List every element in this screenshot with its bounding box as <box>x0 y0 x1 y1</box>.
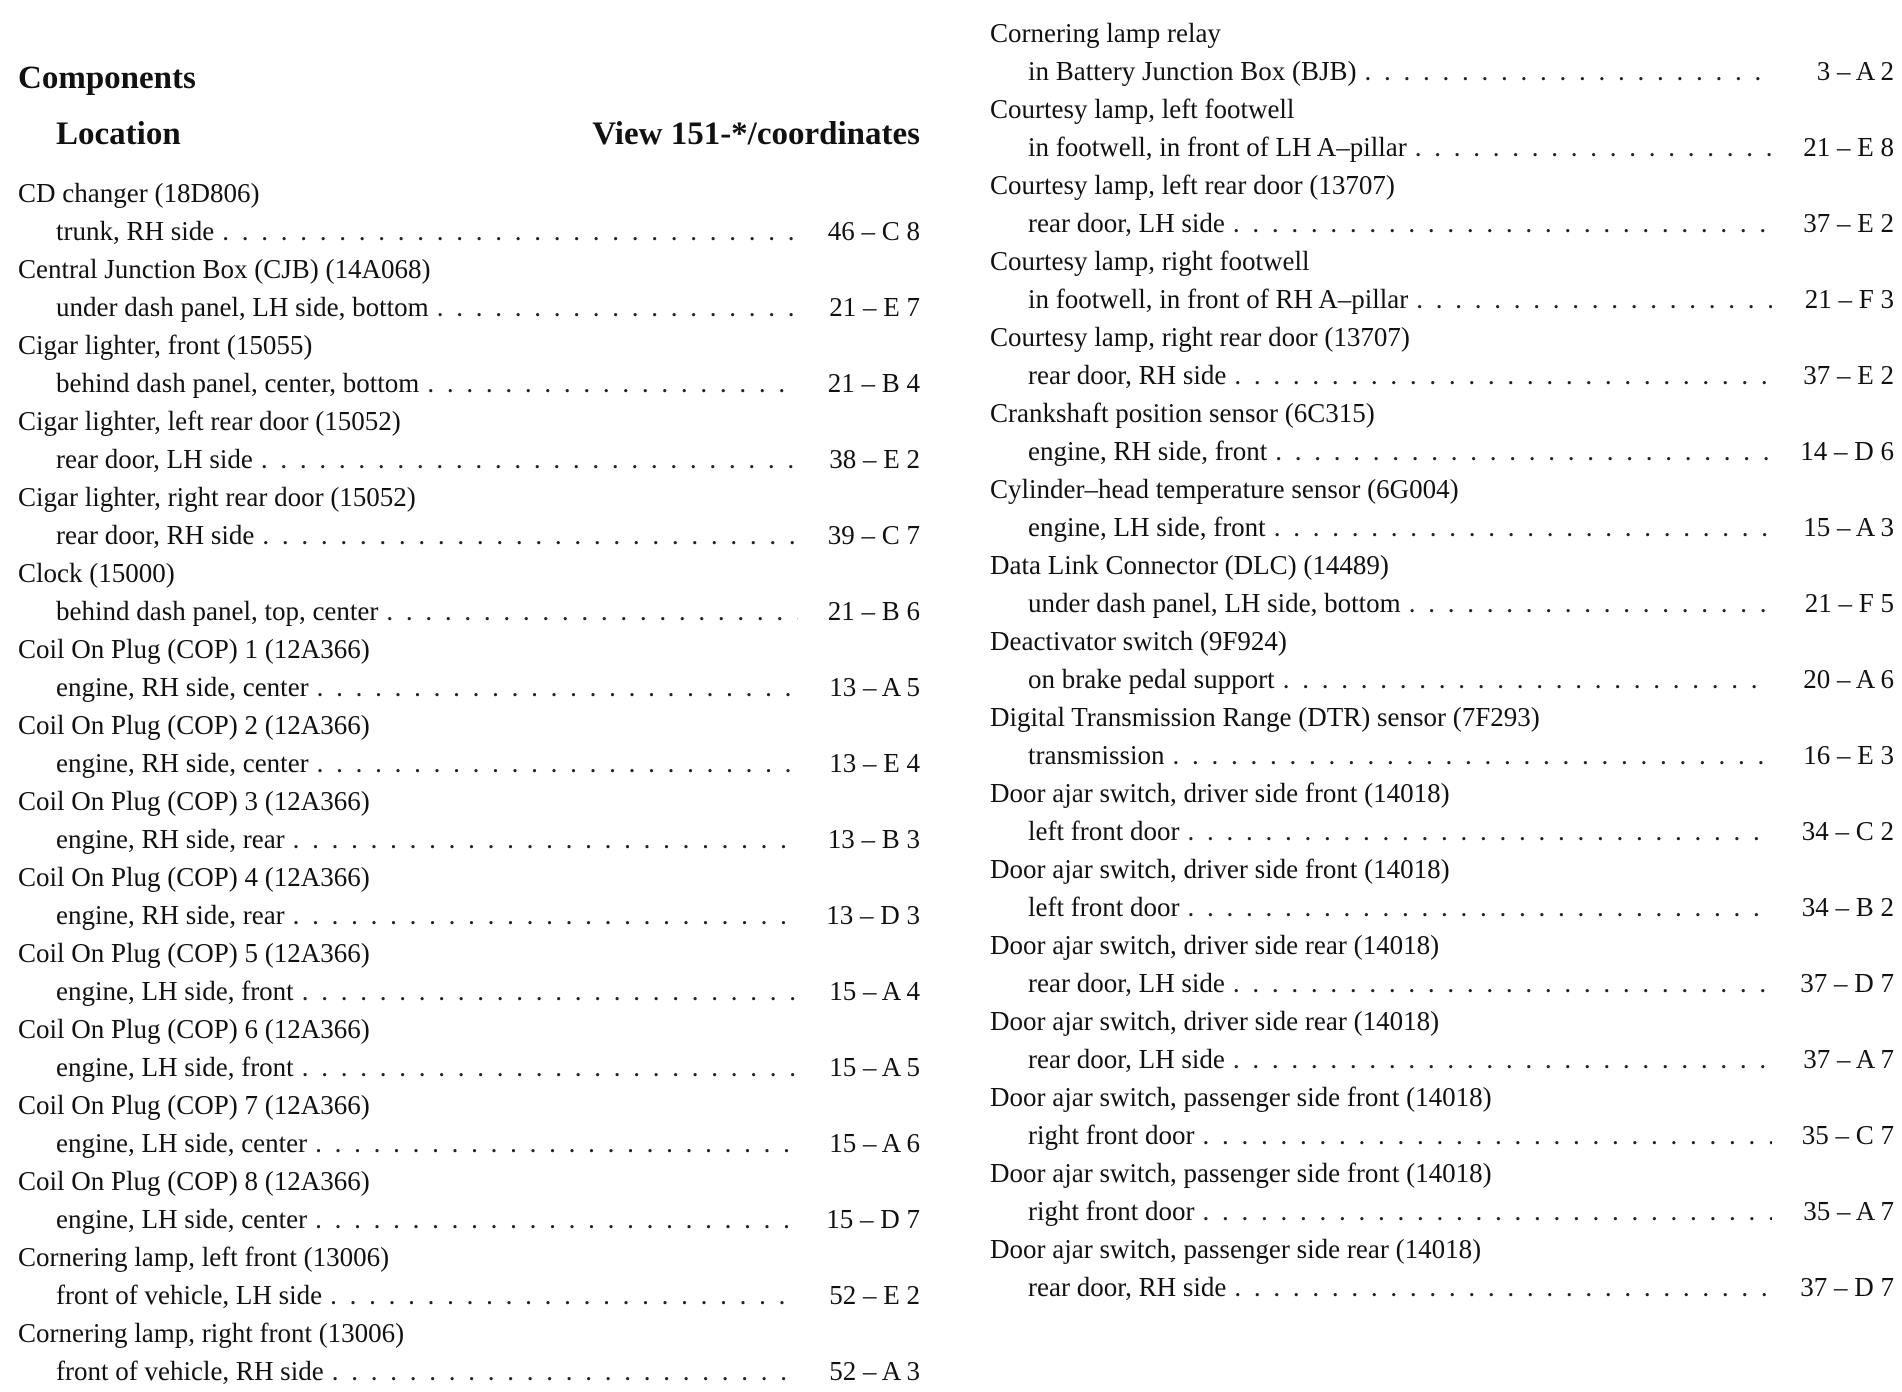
view-coordinate: 13 – D 3 <box>826 900 920 930</box>
component-name: Crankshaft position sensor (6C315) <box>990 398 1375 428</box>
view-coordinate: 21 – E 7 <box>829 292 920 322</box>
dot-leader <box>1415 128 1772 166</box>
dot-leader <box>1275 432 1772 470</box>
component-name: Courtesy lamp, right rear door (13707) <box>990 322 1410 352</box>
component-entry <box>18 1086 920 1162</box>
component-name: Cylinder–head temperature sensor (6G004) <box>990 474 1459 504</box>
component-entry <box>990 774 1894 850</box>
component-location: engine, RH side, rear <box>56 900 285 930</box>
view-coordinate: 21 – F 5 <box>1804 588 1894 618</box>
component-location-row <box>990 1116 1894 1154</box>
component-location-row <box>990 204 1894 242</box>
component-name: Courtesy lamp, left rear door (13707) <box>990 170 1395 200</box>
component-entry <box>990 850 1894 926</box>
view-coordinate: 37 – E 2 <box>1803 360 1894 390</box>
component-name: Cornering lamp, left front (13006) <box>18 1242 390 1272</box>
component-location: in footwell, in front of LH A–pillar <box>1028 132 1407 162</box>
component-location-row <box>18 972 920 1010</box>
view-coordinate: 35 – A 7 <box>1803 1196 1894 1226</box>
dot-leader <box>317 744 798 782</box>
component-location: left front door <box>1028 892 1180 922</box>
component-entry <box>18 934 920 1010</box>
component-location: engine, RH side, rear <box>56 824 285 854</box>
dot-leader <box>1202 1116 1772 1154</box>
dot-leader <box>1233 964 1772 1002</box>
component-name: Door ajar switch, passenger side front (14018) <box>990 1082 1492 1112</box>
dot-leader <box>1233 1040 1772 1078</box>
view-coordinate: 15 – A 6 <box>829 1128 920 1158</box>
dot-leader <box>1234 1268 1772 1306</box>
component-entry <box>990 1154 1894 1230</box>
component-name: Door ajar switch, driver side rear (14018) <box>990 930 1440 960</box>
view-coordinate: 13 – B 3 <box>827 824 920 854</box>
component-entry <box>18 1314 920 1390</box>
component-location: transmission <box>1028 740 1165 770</box>
dot-leader <box>1416 280 1772 318</box>
component-location: engine, LH side, front <box>56 1052 294 1082</box>
component-entry <box>990 470 1894 546</box>
component-location-row <box>18 820 920 858</box>
dot-leader <box>386 592 798 630</box>
dot-leader <box>1364 52 1772 90</box>
dot-leader <box>222 212 798 250</box>
component-location-row <box>990 584 1894 622</box>
component-location-row <box>18 744 920 782</box>
component-entry <box>990 1230 1894 1306</box>
component-location: under dash panel, LH side, bottom <box>1028 588 1401 618</box>
view-coordinate: 39 – C 7 <box>827 520 920 550</box>
component-location-row <box>18 1276 920 1314</box>
component-entry <box>990 926 1894 1002</box>
view-coordinate: 16 – E 3 <box>1803 740 1894 770</box>
component-location: right front door <box>1028 1120 1195 1150</box>
component-location-row <box>18 440 920 478</box>
component-entry <box>18 1238 920 1314</box>
component-name: Courtesy lamp, right footwell <box>990 246 1310 276</box>
dot-leader <box>1283 660 1772 698</box>
view-coordinate: 15 – A 4 <box>829 976 920 1006</box>
component-location-row <box>18 364 920 402</box>
component-name: Coil On Plug (COP) 6 (12A366) <box>18 1014 370 1044</box>
component-location-row <box>18 592 920 630</box>
component-location: engine, RH side, center <box>56 672 309 702</box>
component-name: Courtesy lamp, left footwell <box>990 94 1295 124</box>
view-coordinate: 13 – A 5 <box>829 672 920 702</box>
component-entry <box>990 546 1894 622</box>
component-location: engine, LH side, center <box>56 1128 308 1158</box>
component-entry <box>990 622 1894 698</box>
component-location: in Battery Junction Box (BJB) <box>1028 56 1357 86</box>
component-location-row <box>990 888 1894 926</box>
component-entry <box>18 326 920 402</box>
component-location: trunk, RH side <box>56 216 215 246</box>
component-entry <box>18 250 920 326</box>
dot-leader <box>1233 204 1772 242</box>
component-location: under dash panel, LH side, bottom <box>56 292 429 322</box>
view-coordinate: 37 – D 7 <box>1800 1272 1894 1302</box>
component-name: Door ajar switch, driver side front (14018) <box>990 778 1450 808</box>
view-coordinate: 38 – E 2 <box>829 444 920 474</box>
component-name: Door ajar switch, passenger side front (14018) <box>990 1158 1492 1188</box>
component-location: on brake pedal support <box>1028 664 1275 694</box>
view-coordinate: 14 – D 6 <box>1800 436 1894 466</box>
component-location: rear door, LH side <box>1028 208 1225 238</box>
component-location-row <box>990 1268 1894 1306</box>
component-entry <box>990 1078 1894 1154</box>
component-location: rear door, RH side <box>56 520 255 550</box>
component-name: Cornering lamp relay <box>990 18 1221 48</box>
dot-leader <box>262 516 798 554</box>
view-coordinate: 21 – B 4 <box>827 368 920 398</box>
component-location-row <box>990 1192 1894 1230</box>
component-location-row <box>990 964 1894 1002</box>
dot-leader <box>293 896 798 934</box>
component-entry <box>18 630 920 706</box>
dot-leader <box>317 668 798 706</box>
component-location: rear door, RH side <box>1028 1272 1227 1302</box>
component-location: rear door, LH side <box>1028 968 1225 998</box>
component-name: Door ajar switch, driver side rear (14018) <box>990 1006 1440 1036</box>
component-name: Data Link Connector (DLC) (14489) <box>990 550 1389 580</box>
dot-leader <box>1409 584 1772 622</box>
view-coordinate: 52 – A 3 <box>829 1356 920 1386</box>
view-coordinate: 20 – A 6 <box>1803 664 1894 694</box>
view-coordinate: 21 – E 8 <box>1803 132 1894 162</box>
view-coordinate: 13 – E 4 <box>829 748 920 778</box>
component-entry <box>18 554 920 630</box>
component-location-row <box>990 280 1894 318</box>
component-location: engine, LH side, front <box>1028 512 1266 542</box>
section-title: Components <box>18 60 196 96</box>
view-coordinate: 15 – A 5 <box>829 1052 920 1082</box>
component-name: Coil On Plug (COP) 4 (12A366) <box>18 862 370 892</box>
component-name: Deactivator switch (9F924) <box>990 626 1287 656</box>
view-coordinate: 15 – D 7 <box>826 1204 920 1234</box>
component-location: behind dash panel, center, bottom <box>56 368 420 398</box>
component-name: Coil On Plug (COP) 1 (12A366) <box>18 634 370 664</box>
component-name: Door ajar switch, driver side front (14018) <box>990 854 1450 884</box>
view-coordinate: 35 – C 7 <box>1801 1120 1894 1150</box>
component-location: engine, RH side, center <box>56 748 309 778</box>
view-coordinate: 21 – F 3 <box>1804 284 1894 314</box>
location-header: Location <box>56 116 181 152</box>
component-list-left <box>18 174 920 1390</box>
component-location: rear door, RH side <box>1028 360 1227 390</box>
dot-leader <box>261 440 798 478</box>
component-location-row <box>990 128 1894 166</box>
component-entry <box>18 402 920 478</box>
component-entry <box>18 782 920 858</box>
component-name: Clock (15000) <box>18 558 175 588</box>
component-entry <box>18 706 920 782</box>
dot-leader <box>315 1200 798 1238</box>
dot-leader <box>1234 356 1772 394</box>
dot-leader <box>332 1352 798 1390</box>
component-name: Digital Transmission Range (DTR) sensor (7F293) <box>990 702 1540 732</box>
dot-leader <box>293 820 798 858</box>
component-name: Cigar lighter, left rear door (15052) <box>18 406 401 436</box>
component-name: Coil On Plug (COP) 5 (12A366) <box>18 938 370 968</box>
view-coordinate: 37 – A 7 <box>1803 1044 1894 1074</box>
view-coordinate: 37 – E 2 <box>1803 208 1894 238</box>
view-coordinate: 34 – B 2 <box>1801 892 1894 922</box>
dot-leader <box>437 288 798 326</box>
component-location: left front door <box>1028 816 1180 846</box>
component-entry <box>18 1010 920 1086</box>
view-coordinate: 34 – C 2 <box>1801 816 1894 846</box>
component-location: engine, LH side, center <box>56 1204 308 1234</box>
dot-leader <box>1187 812 1772 850</box>
component-entry <box>18 858 920 934</box>
view-coordinate: 46 – C 8 <box>827 216 920 246</box>
component-location-row <box>18 212 920 250</box>
component-location-row <box>990 1040 1894 1078</box>
component-location: rear door, LH side <box>56 444 253 474</box>
component-entry <box>990 14 1894 90</box>
component-name: Central Junction Box (CJB) (14A068) <box>18 254 431 284</box>
dot-leader <box>1202 1192 1772 1230</box>
component-location-row <box>990 432 1894 470</box>
component-location-row <box>18 1200 920 1238</box>
component-name: Coil On Plug (COP) 8 (12A366) <box>18 1166 370 1196</box>
component-name: Coil On Plug (COP) 7 (12A366) <box>18 1090 370 1120</box>
dot-leader <box>330 1276 798 1314</box>
view-coordinates-header: View 151-*/coordinates <box>592 116 920 152</box>
component-location: engine, RH side, front <box>1028 436 1268 466</box>
component-location-row <box>990 52 1894 90</box>
component-entry <box>990 318 1894 394</box>
dot-leader <box>427 364 798 402</box>
component-location: front of vehicle, RH side <box>56 1356 324 1386</box>
component-location-row <box>18 896 920 934</box>
component-location: in footwell, in front of RH A–pillar <box>1028 284 1409 314</box>
component-name: Cigar lighter, front (15055) <box>18 330 313 360</box>
component-entry <box>990 698 1894 774</box>
component-location-row <box>990 660 1894 698</box>
component-location-row <box>18 516 920 554</box>
component-entry <box>990 242 1894 318</box>
component-entry <box>990 90 1894 166</box>
component-name: Door ajar switch, passenger side rear (14018) <box>990 1234 1482 1264</box>
view-coordinate: 52 – E 2 <box>829 1280 920 1310</box>
component-entry <box>990 166 1894 242</box>
component-location-row <box>18 288 920 326</box>
view-coordinate: 3 – A 2 <box>1816 56 1894 86</box>
view-coordinate: 15 – A 3 <box>1803 512 1894 542</box>
component-entry <box>18 478 920 554</box>
component-list-right <box>990 14 1894 1306</box>
component-location: behind dash panel, top, center <box>56 596 379 626</box>
component-location-row <box>18 668 920 706</box>
component-location: right front door <box>1028 1196 1195 1226</box>
component-location: rear door, LH side <box>1028 1044 1225 1074</box>
component-location-row <box>990 356 1894 394</box>
component-location-row <box>18 1124 920 1162</box>
component-name: Coil On Plug (COP) 3 (12A366) <box>18 786 370 816</box>
dot-leader <box>315 1124 798 1162</box>
dot-leader <box>1187 888 1772 926</box>
component-location-row <box>990 812 1894 850</box>
component-entry <box>18 1162 920 1238</box>
view-coordinate: 21 – B 6 <box>827 596 920 626</box>
component-entry <box>990 394 1894 470</box>
component-location: engine, LH side, front <box>56 976 294 1006</box>
component-location-row <box>990 736 1894 774</box>
dot-leader <box>1274 508 1772 546</box>
component-location-row <box>18 1048 920 1086</box>
component-name: Coil On Plug (COP) 2 (12A366) <box>18 710 370 740</box>
component-location-row <box>990 508 1894 546</box>
component-name: Cigar lighter, right rear door (15052) <box>18 482 416 512</box>
dot-leader <box>1173 736 1772 774</box>
component-entry <box>18 174 920 250</box>
component-name: Cornering lamp, right front (13006) <box>18 1318 405 1348</box>
dot-leader <box>302 1048 798 1086</box>
component-entry <box>990 1002 1894 1078</box>
dot-leader <box>302 972 798 1010</box>
component-name: CD changer (18D806) <box>18 178 260 208</box>
component-location: front of vehicle, LH side <box>56 1280 323 1310</box>
view-coordinate: 37 – D 7 <box>1800 968 1894 998</box>
component-location-row <box>18 1352 920 1390</box>
